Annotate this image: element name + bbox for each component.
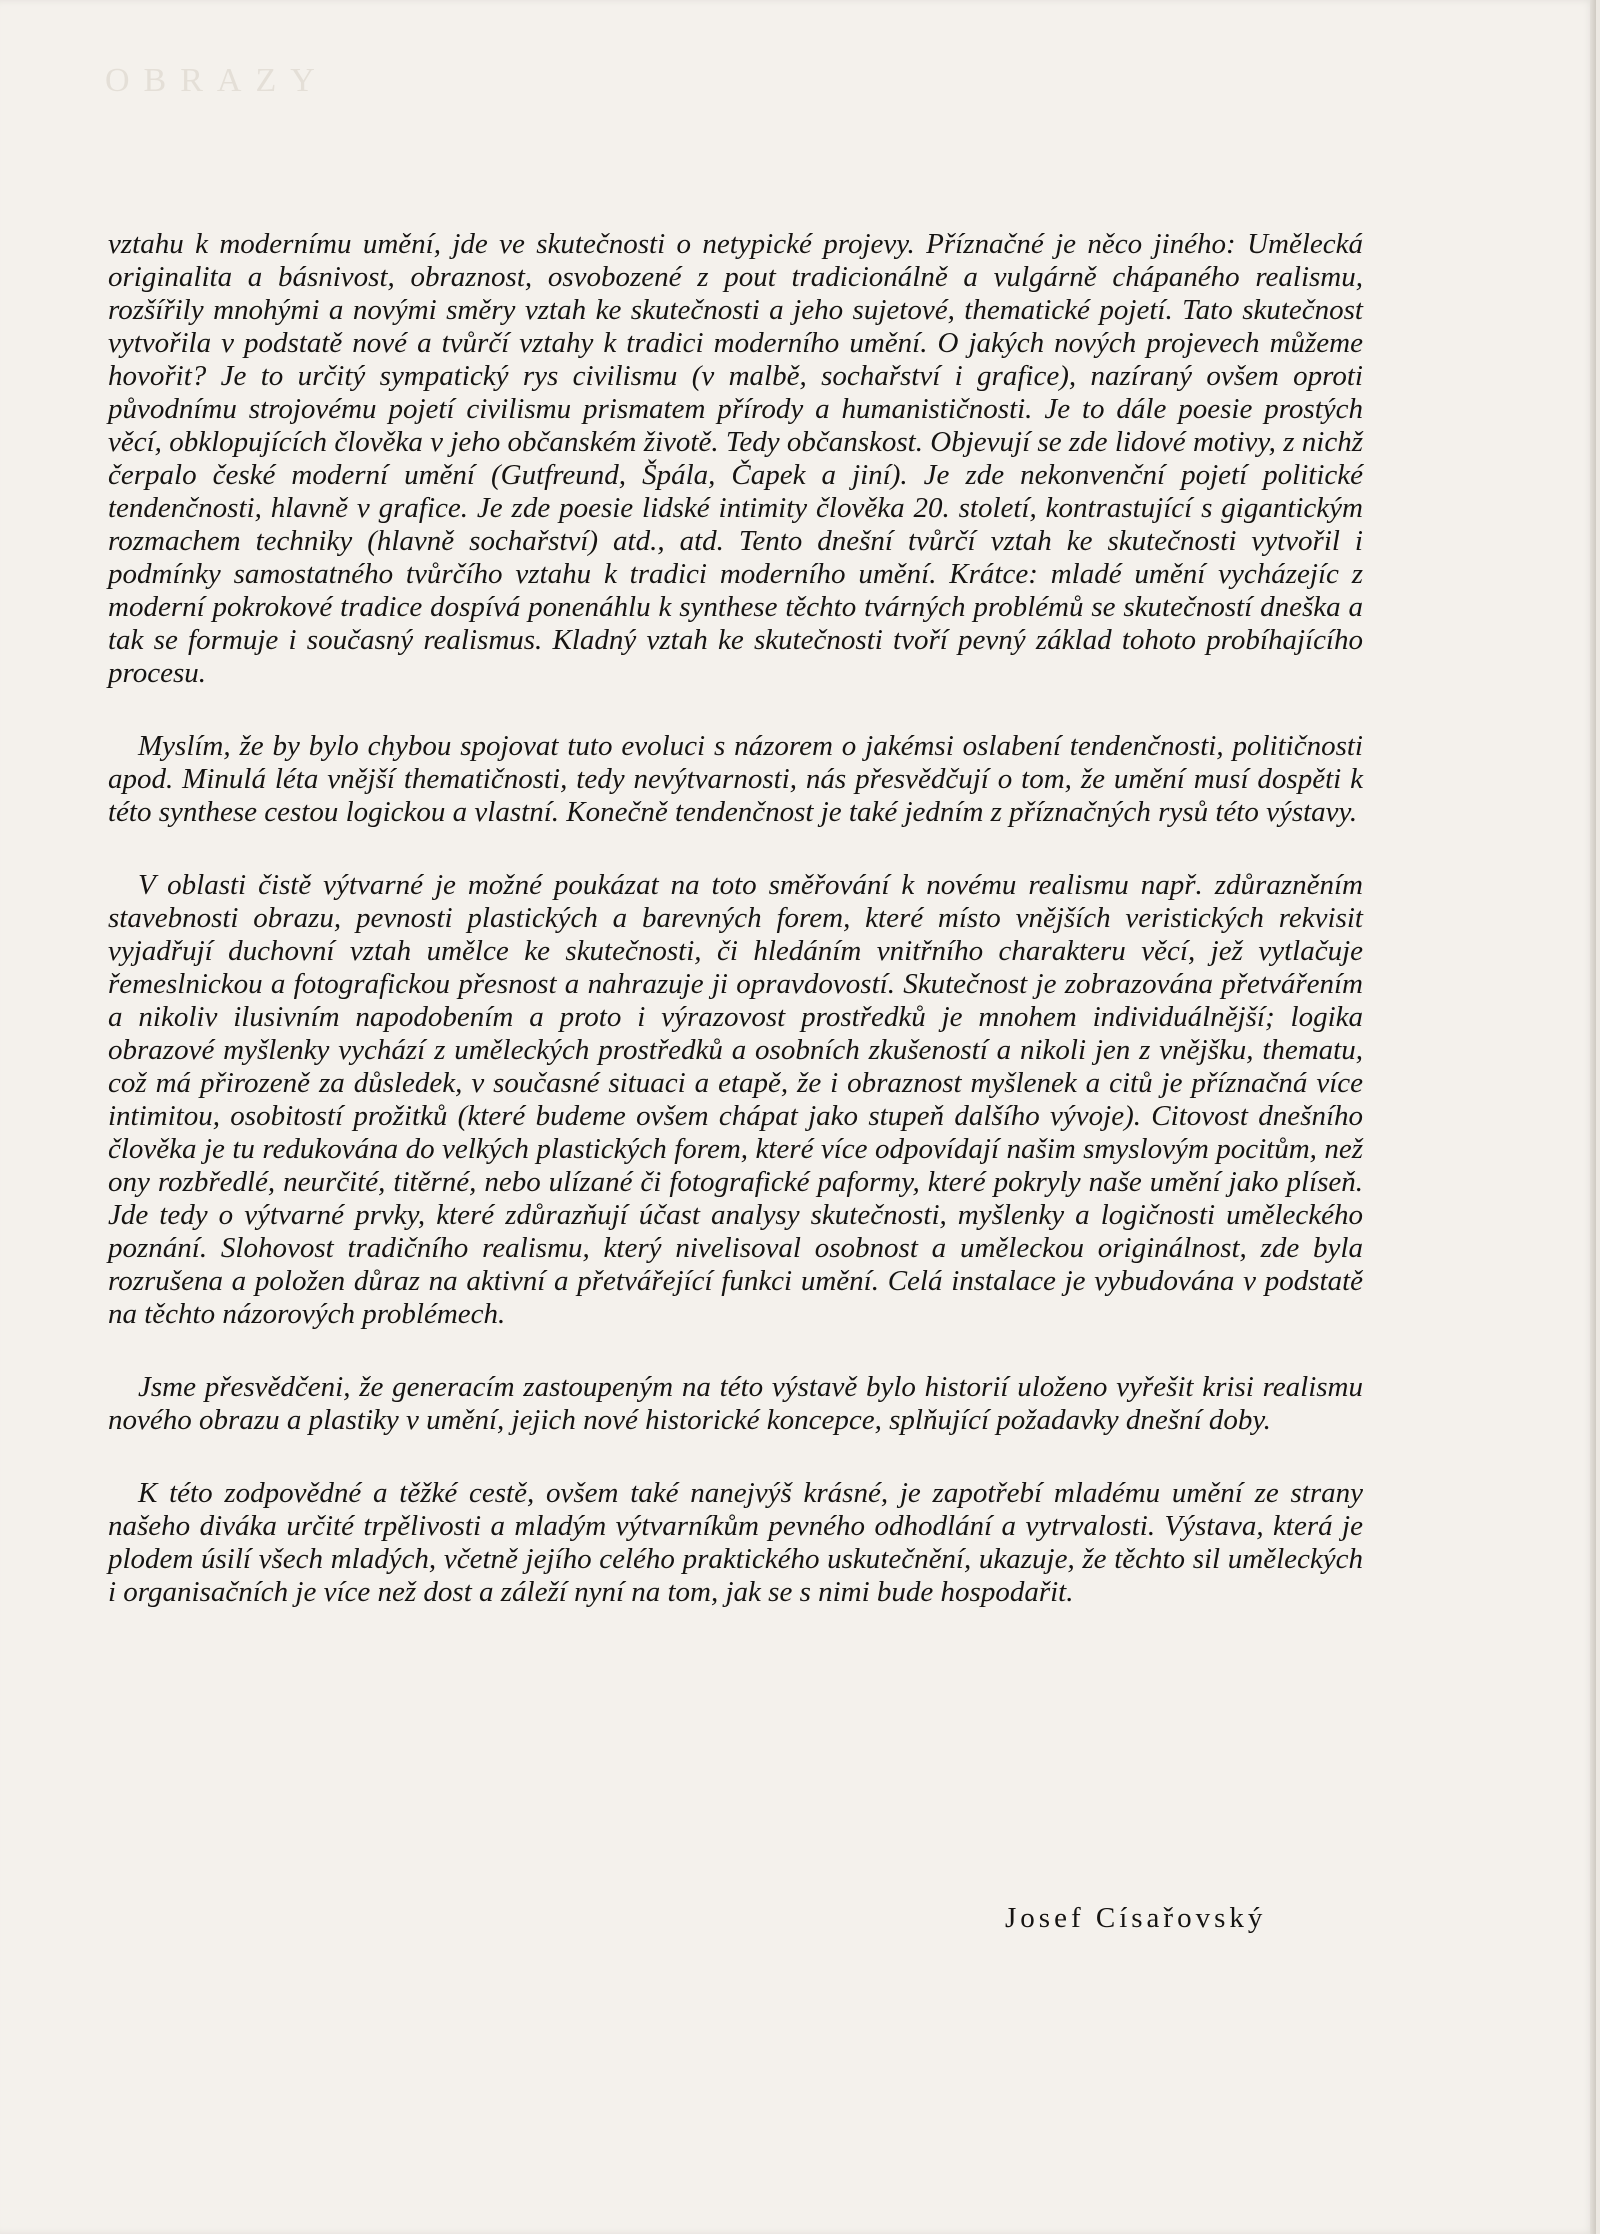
article-body	[108, 228, 1363, 2128]
paragraph-3: V oblasti čistě výtvarné je možné poukázat na toto směřování k novému realismu např. zdůrazněním stavebnosti obrazu, pevnosti plastických a barevných forem, které místo vnějších veristických rekvisit vyjadřují duchovní vztah umělce ke skutečnosti, či hledáním vnitřního charakteru věcí, jež vytlačuje řemeslnickou a fotografickou přesnost a nahrazuje ji opravdovostí. Skutečnost je zobrazována přetvářením a nikoliv ilusivním napodobením a proto i výrazovost prostředků je mnohem individuálnější; logika obrazové myšlenky vychází z uměleckých prostředků a osobních zkušeností a nikoli jen z vnějšku, thematu, což má přirozeně za důsledek, v současné situaci a etapě, že i obraznost myšlenek a citů je příznačná více intimitou, osobitostí prožitků (které budeme ovšem chápat jako stupeň dalšího vývoje). Citovost dnešního člověka je tu redukována do velkých plastických forem, které více odpovídají našim smyslovým pocitům, než ony rozbředlé, neurčité, titěrné, nebo ulízané či fotografické paformy, které pokryly naše umění jako plíseň. Jde tedy o výtvarné prvky, které zdůrazňují účast analysy skutečnosti, myšlenky a logičnosti uměleckého poznání. Slohovost tradičního realismu, který nivelisoval osobnost a uměleckou originálnost, zde byla rozrušena a položen důraz na aktivní a přetvářející funkci umění. Celá instalace je vybudována v podstatě na těchto názorových problémech.	[108, 869, 1363, 1330]
show-through-header: OBRAZY	[105, 62, 329, 99]
paragraph-5: K této zodpovědné a těžké cestě, ovšem také nanejvýš krásné, je zapotřebí mladému umění ze strany našeho diváka určité trpělivosti a mladým výtvarníkům pevného odhodlání a vytrvalosti. Výstava, která je plodem úsilí všech mladých, včetně jejího celého praktického uskutečnění, ukazuje, že těchto sil uměleckých i organisačních je více než dost a záleží nyní na tom, jak se s nimi bude hospodařit.	[108, 1477, 1363, 1608]
author-signature: Josef Císařovský	[1005, 1902, 1267, 1934]
paragraph-2: Myslím, že by bylo chybou spojovat tuto evoluci s názorem o jakémsi oslabení tendenčnosti, političnosti apod. Minulá léta vnější thematičnosti, tedy nevýtvarnosti, nás přesvědčují o tom, že umění musí dospěti k této synthese cestou logickou a vlastní. Konečně tendenčnost je také jedním z příznačných rysů této výstavy.	[108, 730, 1363, 828]
paragraph-1: vztahu k modernímu umění, jde ve skutečnosti o netypické projevy. Příznačné je něco jiného: Umělecká originalita a básnivost, obraznost, osvobozené z pout tradicionálně a vulgárně chápaného realismu, rozšířily mnohými a novými směry vztah ke skutečnosti a jeho sujetové, thematické pojetí. Tato skutečnost vytvořila v podstatě nové a tvůrčí vztahy k tradici moderního umění. O jakých nových projevech můžeme hovořit? Je to určitý sympatický rys civilismu (v malbě, sochařství i grafice), nazíraný ovšem oproti původnímu strojovému pojetí civilismu prismatem přírody a humanističnosti. Je to dále poesie prostých věcí, obklopujících člověka v jeho občanském životě. Tedy občanskost. Objevují se zde lidové motivy, z nichž čerpalo české moderní umění (Gutfreund, Špála, Čapek a jiní). Je zde nekonvenční pojetí politické tendenčnosti, hlavně v grafice. Je zde poesie lidské intimity člověka 20. století, kontrastující s gigantickým rozmachem techniky (hlavně sochařství) atd., atd. Tento dnešní tvůrčí vztah ke skutečnosti vytvořil i podmínky samostatného tvůrčího vztahu k tradici moderního umění. Krátce: mladé umění vycházejíc z moderní pokrokové tradice dospívá ponenáhlu k synthese těchto tvárných problémů se skutečností dneška a tak se formuje i současný realismus. Kladný vztah ke skutečnosti tvoří pevný základ tohoto probíhajícího procesu.	[108, 228, 1363, 689]
paragraph-4: Jsme přesvědčeni, že generacím zastoupeným na této výstavě bylo historií uloženo vyřešit krisi realismu nového obrazu a plastiky v umění, jejich nové historické koncepce, splňující požadavky dnešní doby.	[108, 1371, 1363, 1436]
page-edge	[1590, 0, 1596, 2234]
